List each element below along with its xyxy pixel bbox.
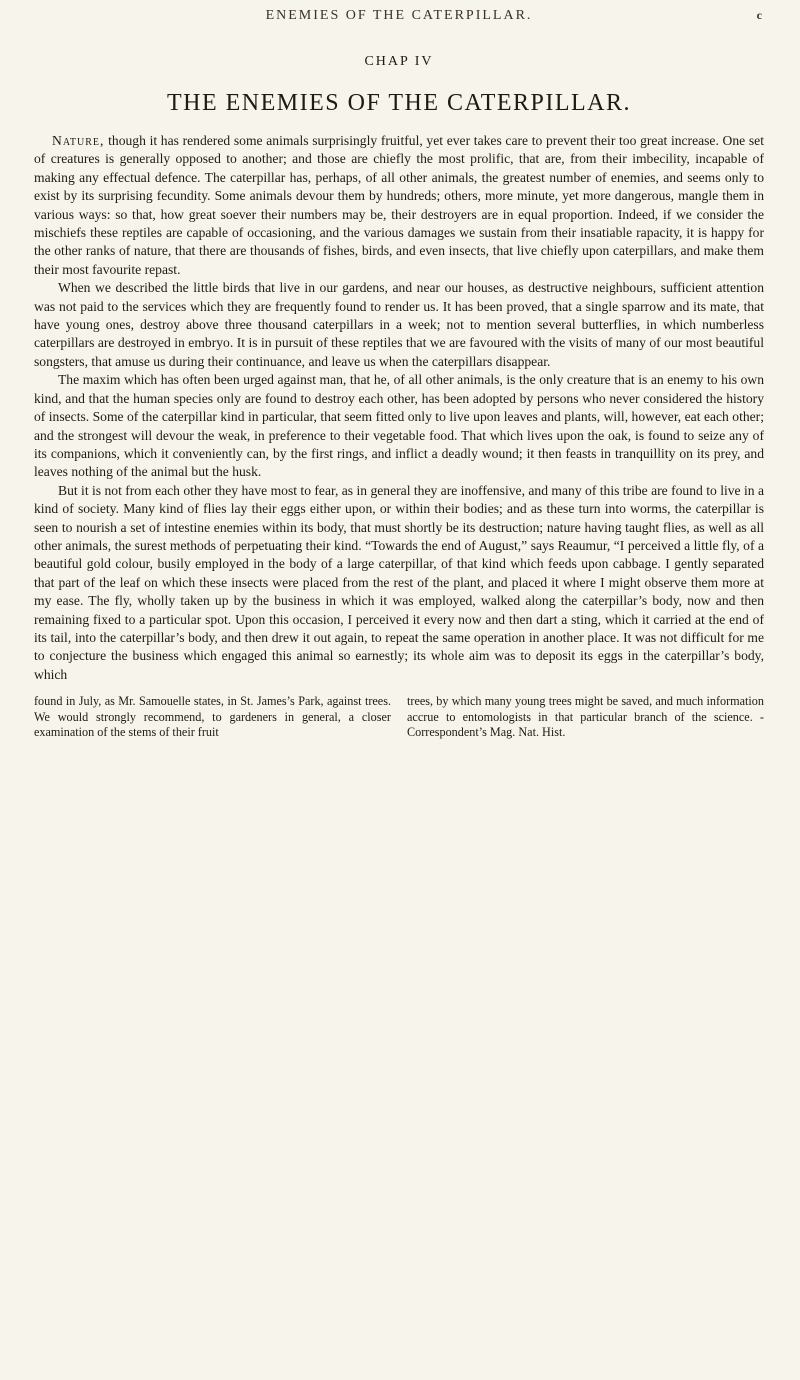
footnote-right-column: trees, by which many young trees might be saved, and much information accrue to entomologists in that particular branch of the science. -Correspondent’s Mag. Nat. Hist. — [407, 694, 764, 740]
paragraph: The maxim which has often been urged against man, that he, of all other animals, is the only creature that is an enemy to his own kind, and that the human species only are found to destroy each other, has been adopted by persons who never considered the history of insects. Some of the caterpillar kind in particular, that seem fitted only to live upon leaves and plants, will, however, eat each other; and the strongest will devour the weak, in preference to their vegetable food. That which lives upon the oak, is found to seize any of its companions, which it conveniently can, by the first rings, and inflict a deadly wound; it then feasts in tranquillity on its prey, and leaves nothing of the animal but the husk. — [34, 372, 764, 480]
paragraph: When we described the little birds that live in our gardens, and near our houses, as destructive neighbours, sufficient attention was not paid to the services which they are frequently found to render us. It has been proved, that a single sparrow and its mate, that have young ones, destroy above three thousand caterpillars in a week; not to mention several butterflies, in which numberless caterpillars are destroyed in embryo. It is in pursuit of these reptiles that we are favoured with the visits of many of our most beautiful songsters, that amuse us during their continuance, and leave us when the caterpillars disappear. — [34, 280, 764, 369]
chapter-heading: CHAP IV — [364, 54, 434, 69]
paragraph-lead: Nature, — [52, 133, 105, 148]
page-title: THE ENEMIES OF THE CATERPILLAR. — [166, 90, 632, 116]
body-text — [34, 132, 764, 684]
paragraph: But it is not from each other they have most to fear, as in general they are inoffensive, and many of this tribe are found to live in a kind of society. Many kind of flies lay their eggs either upon, or within their bodies; and as these turn into worms, the caterpillar is seen to nourish a set of intestine enemies within its body, that must shortly be its destruction; nature having taught flies, as well as all other animals, the surest methods of perpetuating their kind. “Towards the end of August,” says Reaumur, “I perceived a little fly, of a beautiful gold colour, busily employed in the body of a large caterpillar, of that kind which feeds upon cabbage. I gently separated that part of the leaf on which these insects were placed from the rest of the plant, and placed it where I might observe them more at my ease. The fly, wholly taken up by the business in which it was employed, walked along the caterpillar’s body, now and then remaining fixed to a particular spot. Upon this occasion, I perceived it every now and then dart a sting, which it carried at the end of its tail, into the caterpillar’s body, and then drew it out again, to repeat the same operation in another place. It was not difficult for me to conjecture the business which engaged this animal so earnestly; its whole aim was to deposit its eggs in the caterpillar’s body, which — [34, 482, 764, 682]
footnote — [34, 694, 764, 741]
paragraph-text: though it has rendered some animals surprisingly fruitful, yet ever takes care to prevent their too great increase. One set of creatures is generally opposed to another; and those are chiefly the most prolific, that are, from their imbecility, incapable of making any effectual defence. The caterpillar has, perhaps, of all other animals, the greatest number of enemies, and seems only to exist by its surprising fecundity. Some animals devour them by hundreds; others, more minute, yet more dangerous, mangle them in various ways: so that, how great soever their numbers may be, their destroyers are in equal proportion. Indeed, if we consider the mischiefs these reptiles are capable of occasioning, and the various damages we sustain from their insatiable rapacity, it is happy for the other ranks of nature, that there are thousands of fishes, birds, and even insects, that live chiefly upon caterpillars, and make them their most favourite repast. — [34, 133, 764, 277]
running-head — [34, 8, 764, 30]
running-head-title: ENEMIES OF THE CATERPILLAR. — [265, 8, 533, 23]
page-folio: c — [756, 8, 762, 22]
footnote-left-column: found in July, as Mr. Samouelle states, in St. James’s Park, against trees. We would strongly recommend, to gardeners in general, a closer examination of the stems of their fruit — [34, 694, 391, 740]
paragraph — [34, 132, 764, 279]
